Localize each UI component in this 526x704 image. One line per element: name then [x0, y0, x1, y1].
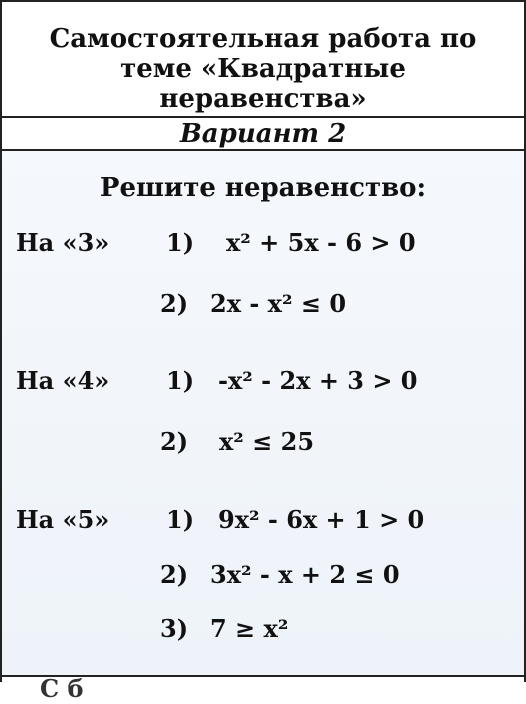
item-number: 3) [160, 614, 189, 643]
inequality: -x² - 2x + 3 > 0 [218, 366, 418, 395]
grade-label: На «4» [16, 366, 110, 395]
cut-off-footer-text: С б [40, 674, 84, 703]
title-line: неравенства» [159, 84, 367, 114]
item-number: 2) [160, 427, 189, 456]
title-line: теме «Квадратные [120, 54, 406, 84]
grade-label: На «5» [16, 505, 110, 534]
item-number: 1) [166, 505, 195, 534]
task-heading: Решите неравенство: [99, 173, 427, 203]
item-number: 2) [160, 560, 189, 589]
inequality: x² ≤ 25 [219, 427, 315, 456]
inequality: 9x² - 6x + 1 > 0 [218, 505, 425, 534]
grade-label: На «3» [16, 228, 110, 257]
top-border [0, 0, 526, 2]
inequality: 2x - x² ≤ 0 [210, 289, 347, 318]
title-line: Самостоятельная работа по [49, 24, 477, 54]
item-number: 1) [166, 228, 195, 257]
inequality: x² + 5x - 6 > 0 [226, 228, 416, 257]
item-number: 2) [160, 289, 189, 318]
variant-label: Вариант 2 [179, 119, 347, 149]
inequality: 3x² - x + 2 ≤ 0 [210, 560, 400, 589]
page-title [0, 24, 526, 114]
item-number: 1) [166, 366, 195, 395]
inequality: 7 ≥ x² [210, 614, 289, 643]
